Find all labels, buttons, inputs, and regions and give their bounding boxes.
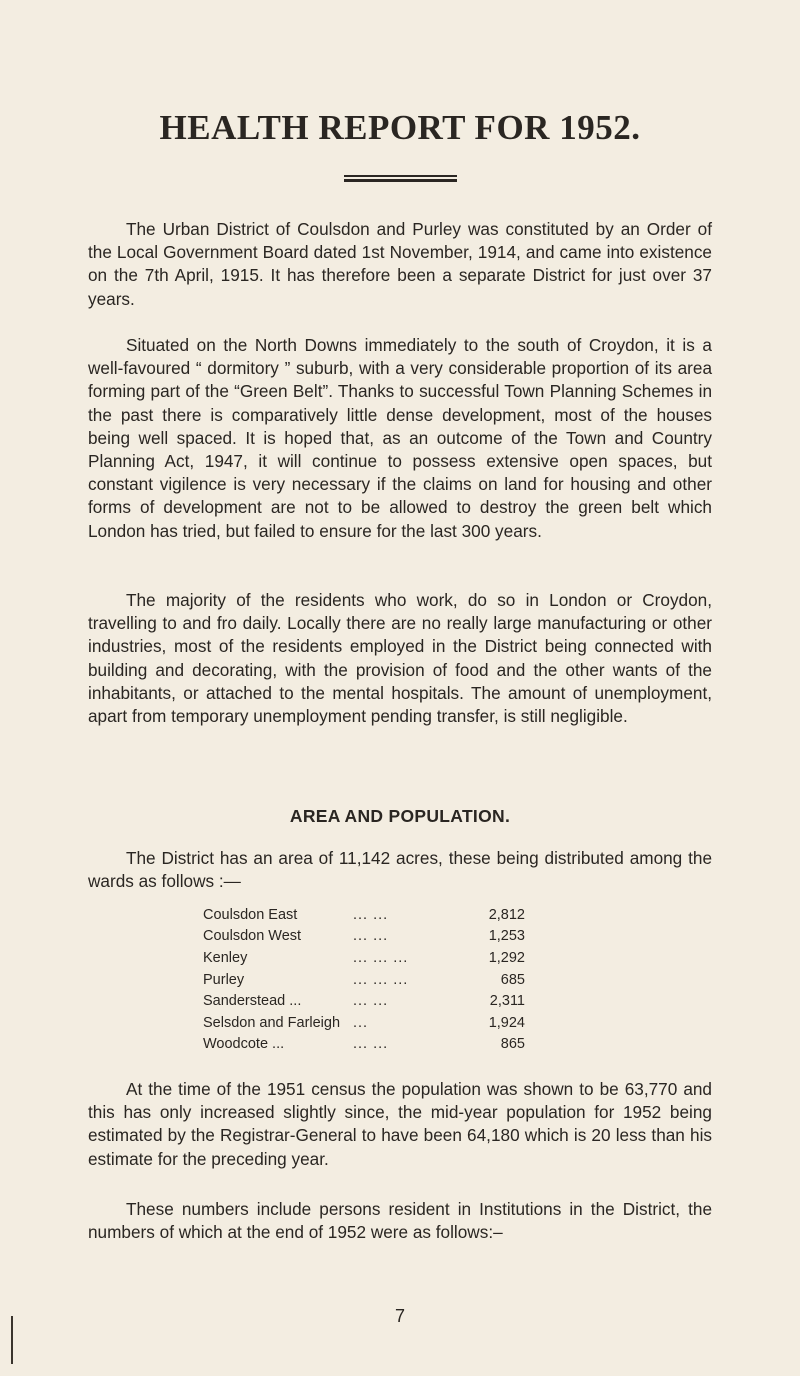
section-heading-area-population: AREA AND POPULATION.: [289, 806, 511, 826]
title-rule: [344, 175, 457, 182]
table-row: [203, 1012, 525, 1034]
page-title: HEALTH REPORT FOR 1952.: [159, 108, 641, 147]
paragraph-text: Situated on the North Downs immediately to the south of Croydon, it is a well-favoured “ dormitory ” suburb, with a very considerable proportion of its area forming part of the “Green Belt”. Thanks to successful Town Planning Schemes in the past there is comparatively little dense development, most of the houses being well spaced. It is hoped that, as an outcome of the Town and Country Planning Act, 1947, it will continue to possess extensive open spaces, but constant vigilence is very necessary if the claims on land for housing and other forms of development are not to be allowed to destroy the green belt which London has tried, but failed to ensure for the last 300 years.: [88, 335, 712, 541]
ward-name: Woodcote ...: [203, 1036, 285, 1053]
paragraph-text: At the time of the 1951 census the population was shown to be 63,770 and this has only increased slightly since, the mid-year population for 1952 being estimated by the Registrar-General to have been 64,180 which is 20 less than his estimate for the preceding year.: [88, 1079, 712, 1169]
leader-dots: ... ... ...: [353, 971, 409, 988]
leader-dots: ... ...: [353, 1036, 389, 1053]
page-edge-mark: [11, 1316, 13, 1364]
table-row: [203, 947, 525, 969]
ward-acres: 865: [500, 1036, 525, 1053]
paragraph-institutions: [88, 1198, 712, 1244]
ward-name: Selsdon and Farleigh: [203, 1014, 341, 1031]
page-number: 7: [394, 1306, 405, 1326]
ward-acres: 2,311: [489, 993, 525, 1010]
ward-name: Sanderstead ...: [203, 993, 302, 1010]
ward-acres: 1,924: [488, 1014, 525, 1031]
ward-acres: 1,253: [488, 928, 525, 945]
table-row: [203, 990, 525, 1012]
ward-acres: 2,812: [488, 906, 525, 923]
wards-table: [203, 904, 525, 1055]
table-row: [203, 926, 525, 948]
ward-acres: 1,292: [488, 949, 525, 966]
leader-dots: ...: [353, 1014, 369, 1031]
leader-dots: ... ...: [353, 928, 389, 945]
paragraph-text: The majority of the residents who work, do so in London or Croydon, travelling to and fro daily. Locally there are no really large manufacturing or other industries, most of the residents employed in the District being connected with building and decorating, with the provision of food and the other wants of the inhabitants, or attached to the mental hospitals. The amount of unemployment, apart from temporary unemployment pending transfer, is still negligible.: [88, 590, 712, 727]
paragraph-census: [88, 1078, 712, 1171]
table-row: [203, 904, 525, 926]
paragraph-text: These numbers include persons resident in Institutions in the District, the numbers of which at the end of 1952 were as follows:–: [88, 1199, 712, 1243]
ward-name: Coulsdon East: [203, 906, 298, 923]
ward-name: Coulsdon West: [203, 928, 302, 945]
leader-dots: ... ... ...: [353, 949, 409, 966]
paragraph-residents: [88, 589, 712, 728]
ward-acres: 685: [500, 971, 525, 988]
paragraph-constitution: [88, 218, 712, 311]
paragraph-text: The District has an area of 11,142 acres, these being distributed among the wards as follows :—: [88, 848, 712, 892]
paragraph-area-intro: [88, 847, 712, 893]
table-row: [203, 969, 525, 991]
paragraph-location: [88, 334, 712, 543]
ward-name: Kenley: [203, 949, 248, 966]
paragraph-text: The Urban District of Coulsdon and Purley was constituted by an Order of the Local Government Board dated 1st November, 1914, and came into existence on the 7th April, 1915. It has therefore been a separate District for just over 37 years.: [88, 219, 712, 309]
leader-dots: ... ...: [353, 906, 389, 923]
ward-name: Purley: [203, 971, 245, 988]
table-row: [203, 1034, 525, 1056]
leader-dots: ... ...: [353, 993, 389, 1010]
